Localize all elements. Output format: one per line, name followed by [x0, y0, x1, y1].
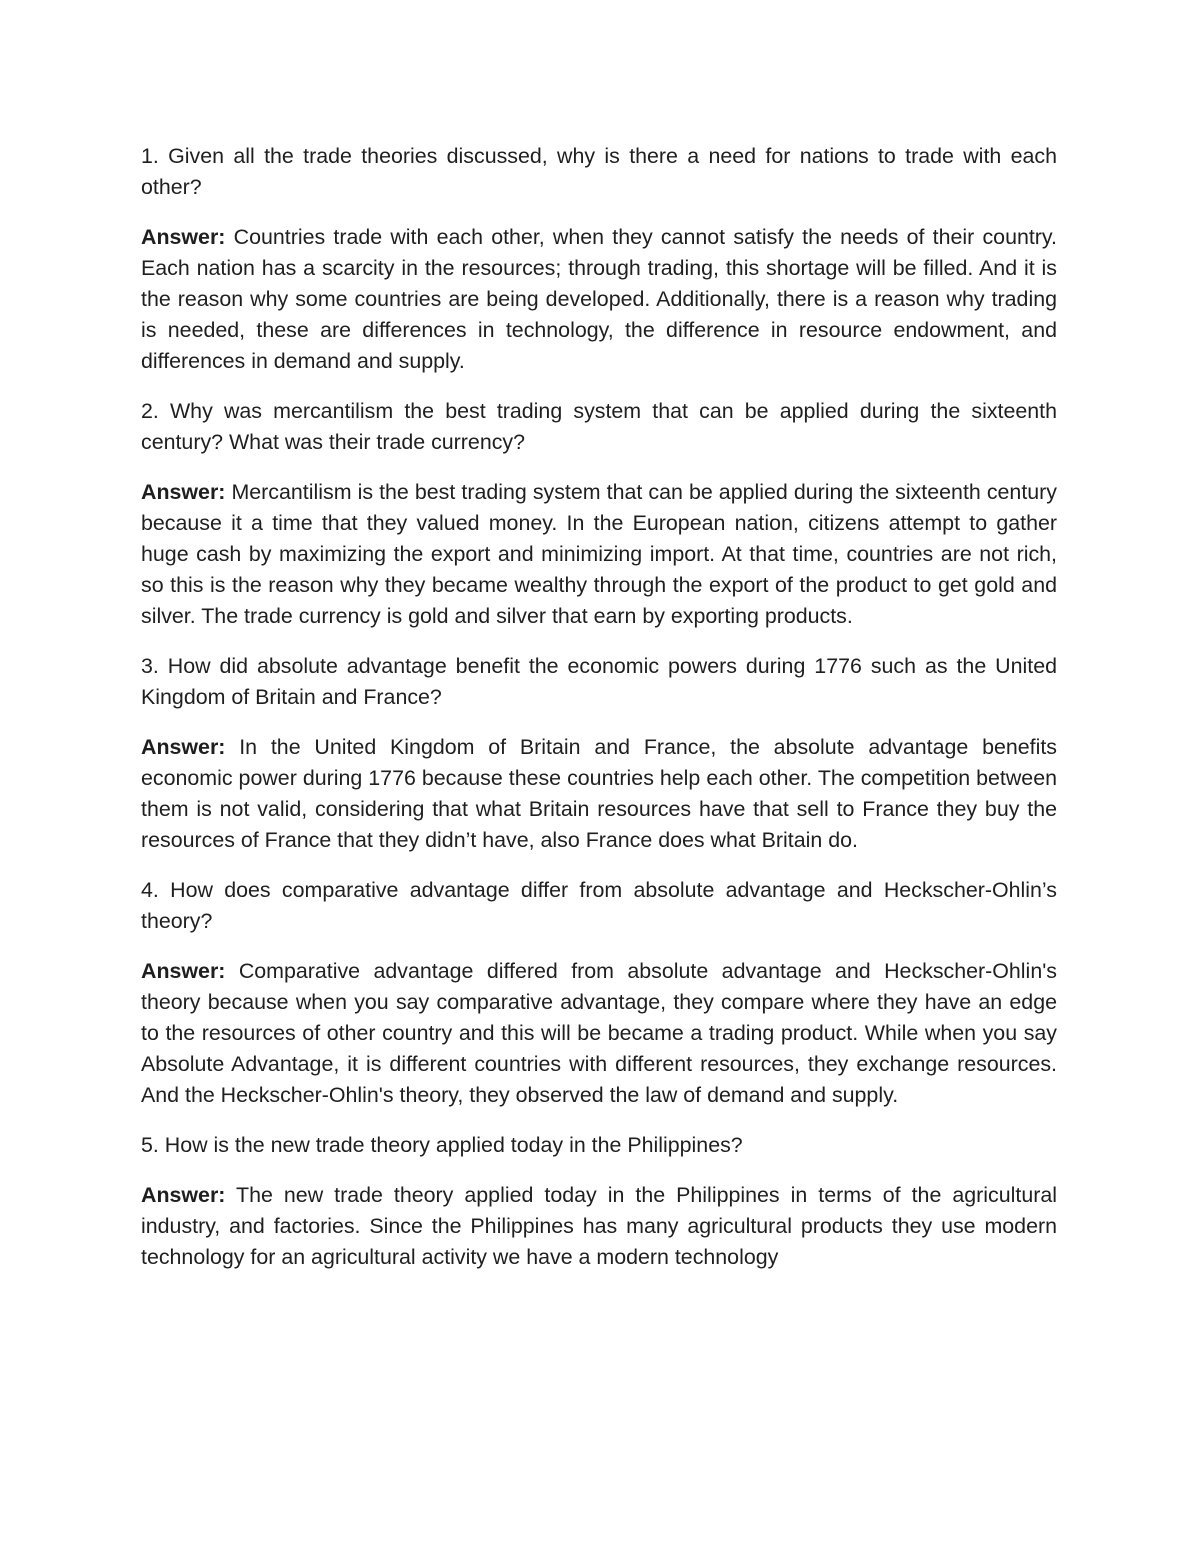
question-3: 3. How did absolute advantage benefit the economic powers during 1776 such as the United Kingdom of Britain and France?: [141, 654, 1057, 709]
answer-text: In the United Kingdom of Britain and France, the absolute advantage benefits economic power during 1776 because these countries help each other. The competition between them is not valid, considering that what Britain resources have that sell to France they buy the resources of France that they didn’t have, also France does what Britain do.: [141, 735, 1057, 852]
answer-text: Comparative advantage differed from absolute advantage and Heckscher-Ohlin's theory because when you say comparative advantage, they compare where they have an edge to the resources of other country and this will be became a trading product. While when you say Absolute Advantage, it is different countries with different resources, they exchange resources. And the Heckscher-Ohlin's theory, they observed the law of demand and supply.: [141, 959, 1057, 1107]
question-4: 4. How does comparative advantage differ from absolute advantage and Heckscher-Ohlin’s theory?: [141, 878, 1057, 933]
answer-text: Mercantilism is the best trading system that can be applied during the sixteenth century because it a time that they valued money. In the European nation, citizens attempt to gather huge cash by maximizing the export and minimizing import. At that time, countries are not rich, so this is the reason why they became wealthy through the export of the product to get gold and silver. The trade currency is gold and silver that earn by exporting products.: [141, 480, 1057, 628]
answer-label: Answer:: [141, 1183, 226, 1207]
question-2: 2. Why was mercantilism the best trading system that can be applied during the sixteenth century? What was their trade currency?: [141, 399, 1057, 454]
answer-label: Answer:: [141, 959, 226, 983]
answer-text: The new trade theory applied today in the Philippines in terms of the agricultural industry, and factories. Since the Philippines has many agricultural products they use modern technology for an agricultural activity we have a modern technology: [141, 1183, 1057, 1269]
answer-label: Answer:: [141, 225, 226, 249]
answer-3: [141, 732, 1057, 856]
question-5: 5. How is the new trade theory applied today in the Philippines?: [141, 1133, 743, 1157]
question-1: 1. Given all the trade theories discussed, why is there a need for nations to trade with each other?: [141, 144, 1057, 199]
document-page: [141, 141, 1057, 1292]
answer-4: [141, 956, 1057, 1111]
answer-5: [141, 1180, 1057, 1273]
answer-label: Answer:: [141, 735, 226, 759]
answer-1: [141, 222, 1057, 377]
answer-2: [141, 477, 1057, 632]
answer-text: Countries trade with each other, when they cannot satisfy the needs of their country. Each nation has a scarcity in the resources; through trading, this shortage will be filled. And it is the reason why some countries are being developed. Additionally, there is a reason why trading is needed, these are differences in technology, the difference in resource endowment, and differences in demand and supply.: [141, 225, 1057, 373]
answer-label: Answer:: [141, 480, 226, 504]
